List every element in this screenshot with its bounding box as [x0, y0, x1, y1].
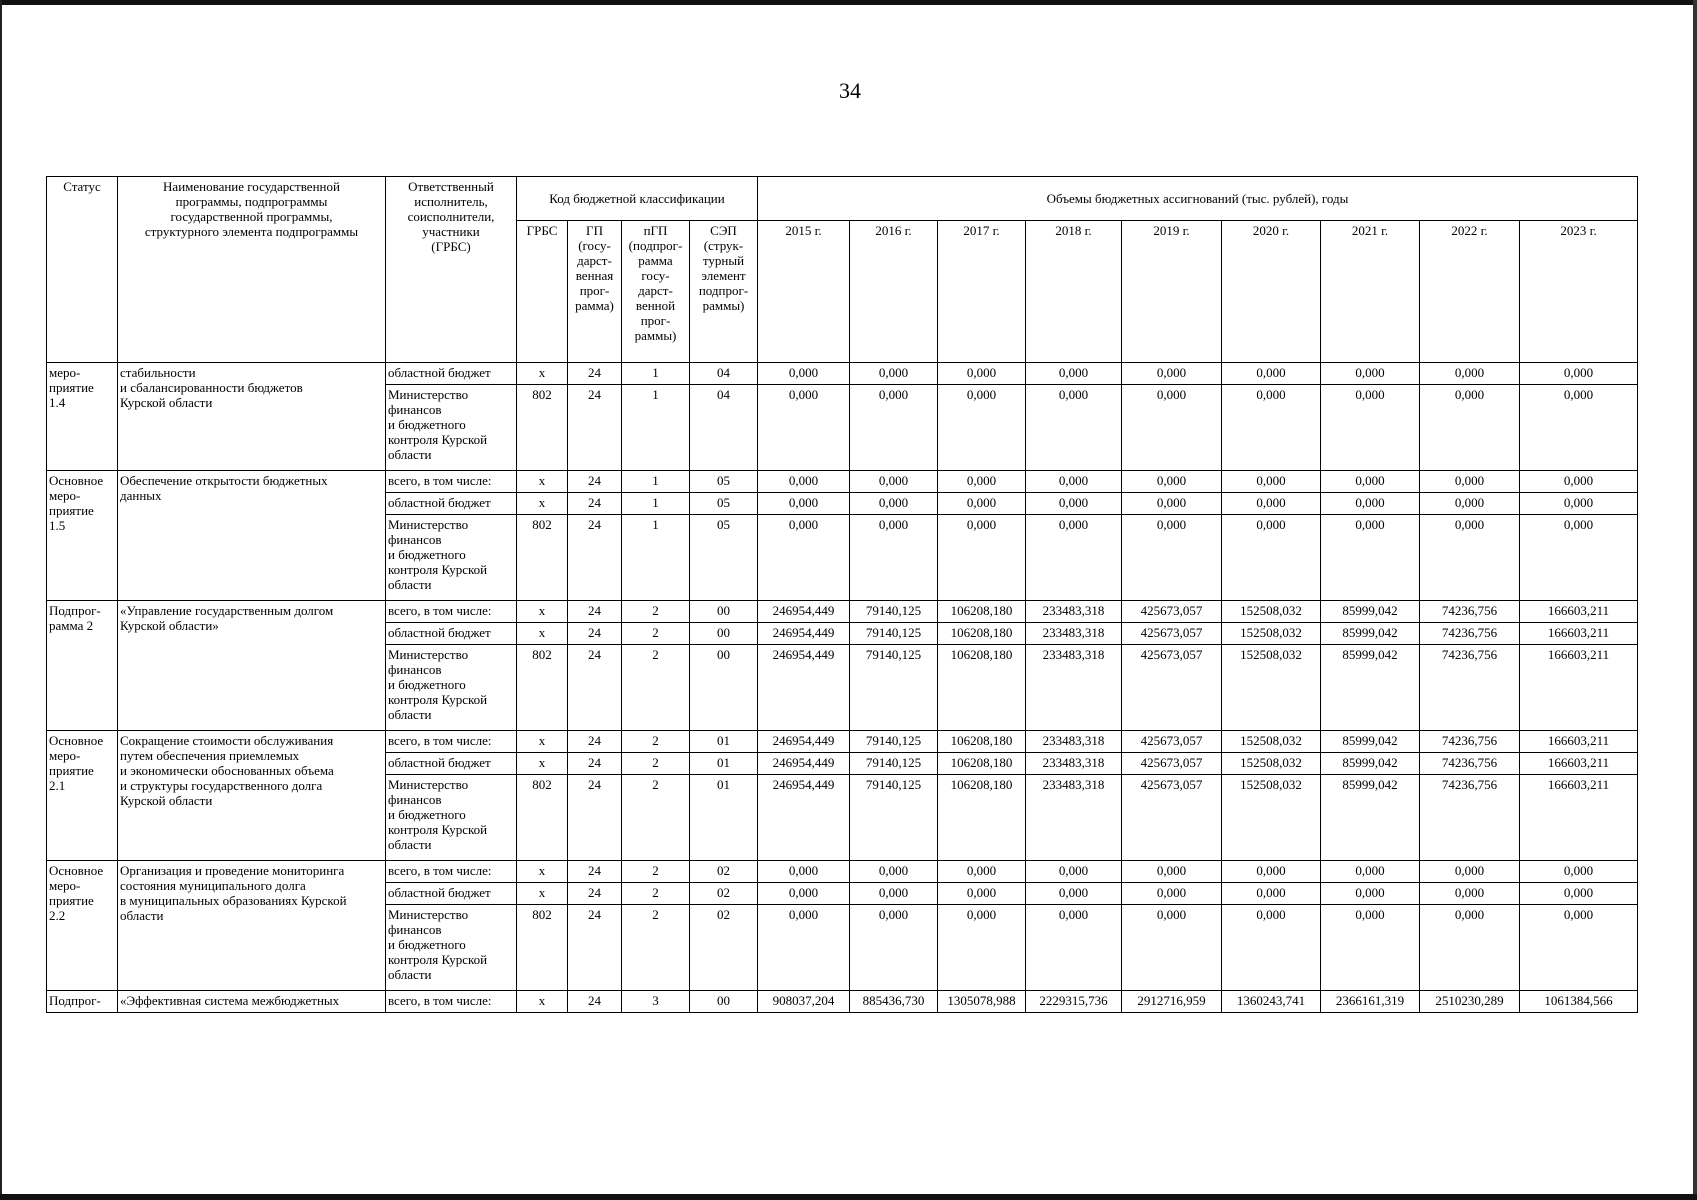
row-pgp: 1 [622, 493, 690, 515]
row-amount: 0,000 [850, 861, 938, 883]
row-amount: 0,000 [938, 363, 1026, 385]
row-grbs: x [517, 493, 568, 515]
row-gp: 24 [568, 515, 622, 601]
row-gp: 24 [568, 623, 622, 645]
row-sep: 00 [690, 601, 758, 623]
scan-right-edge [1693, 0, 1697, 1200]
row-amount: 79140,125 [850, 775, 938, 861]
row-sep: 01 [690, 753, 758, 775]
header-year: 2021 г. [1321, 221, 1420, 363]
row-sep: 02 [690, 861, 758, 883]
row-amount: 0,000 [850, 905, 938, 991]
row-amount: 233483,318 [1026, 623, 1122, 645]
row-program-name: «Управление государственным долгом Курской области» [118, 601, 386, 731]
row-grbs: x [517, 731, 568, 753]
row-pgp: 2 [622, 731, 690, 753]
row-sep: 01 [690, 731, 758, 753]
row-executor: областной бюджет [386, 493, 517, 515]
row-amount: 2366161,319 [1321, 991, 1420, 1013]
row-amount: 106208,180 [938, 753, 1026, 775]
row-amount: 246954,449 [758, 775, 850, 861]
row-grbs: x [517, 861, 568, 883]
row-program-name: Организация и проведение мониторинга состояния муниципального долга в муниципальных образованиях Курской области [118, 861, 386, 991]
row-amount: 0,000 [758, 493, 850, 515]
row-amount: 0,000 [1222, 493, 1321, 515]
row-grbs: 802 [517, 905, 568, 991]
row-pgp: 3 [622, 991, 690, 1013]
row-gp: 24 [568, 385, 622, 471]
row-amount: 2912716,959 [1122, 991, 1222, 1013]
row-executor: Министерство финансов и бюджетного контроля Курской области [386, 775, 517, 861]
row-amount: 425673,057 [1122, 731, 1222, 753]
row-amount: 152508,032 [1222, 623, 1321, 645]
row-amount: 0,000 [1321, 363, 1420, 385]
row-amount: 425673,057 [1122, 601, 1222, 623]
row-amount: 0,000 [1026, 363, 1122, 385]
row-amount: 79140,125 [850, 623, 938, 645]
row-executor: всего, в том числе: [386, 471, 517, 493]
row-gp: 24 [568, 645, 622, 731]
header-year: 2019 г. [1122, 221, 1222, 363]
row-amount: 74236,756 [1420, 645, 1520, 731]
row-amount: 166603,211 [1520, 623, 1638, 645]
row-amount: 0,000 [1222, 905, 1321, 991]
row-amount: 0,000 [1222, 471, 1321, 493]
row-amount: 2510230,289 [1420, 991, 1520, 1013]
row-amount: 166603,211 [1520, 731, 1638, 753]
row-executor: Министерство финансов и бюджетного контроля Курской области [386, 515, 517, 601]
header-status: Статус [47, 177, 118, 363]
header-name: Наименование государственной программы, подпрограммы государственной программы, структурного элемента подпрограммы [118, 177, 386, 363]
row-amount: 0,000 [938, 883, 1026, 905]
row-amount: 74236,756 [1420, 775, 1520, 861]
row-grbs: x [517, 991, 568, 1013]
row-gp: 24 [568, 905, 622, 991]
row-amount: 74236,756 [1420, 753, 1520, 775]
row-amount: 246954,449 [758, 731, 850, 753]
row-gp: 24 [568, 471, 622, 493]
table-row [47, 861, 1638, 883]
scan-top-edge [0, 0, 1697, 5]
row-program-name: «Эффективная система межбюджетных [118, 991, 386, 1013]
scan-left-edge [0, 0, 2, 1200]
table-row [47, 731, 1638, 753]
row-amount: 79140,125 [850, 731, 938, 753]
row-amount: 425673,057 [1122, 645, 1222, 731]
row-program-name: Обеспечение открытости бюджетных данных [118, 471, 386, 601]
table-row [47, 991, 1638, 1013]
row-amount: 85999,042 [1321, 601, 1420, 623]
row-executor: всего, в том числе: [386, 601, 517, 623]
row-amount: 79140,125 [850, 601, 938, 623]
row-sep: 00 [690, 645, 758, 731]
row-amount: 0,000 [1420, 493, 1520, 515]
row-amount: 0,000 [1122, 515, 1222, 601]
row-amount: 74236,756 [1420, 731, 1520, 753]
header-code-group: Код бюджетной классификации [517, 177, 758, 221]
row-amount: 85999,042 [1321, 775, 1420, 861]
row-amount: 0,000 [758, 471, 850, 493]
row-amount: 166603,211 [1520, 645, 1638, 731]
row-pgp: 1 [622, 515, 690, 601]
row-executor: областной бюджет [386, 883, 517, 905]
row-amount: 246954,449 [758, 753, 850, 775]
row-amount: 233483,318 [1026, 731, 1122, 753]
row-amount: 0,000 [1122, 861, 1222, 883]
row-sep: 02 [690, 883, 758, 905]
row-gp: 24 [568, 991, 622, 1013]
row-amount: 0,000 [758, 861, 850, 883]
row-sep: 02 [690, 905, 758, 991]
row-amount: 0,000 [850, 363, 938, 385]
row-sep: 05 [690, 471, 758, 493]
row-amount: 1061384,566 [1520, 991, 1638, 1013]
row-amount: 246954,449 [758, 601, 850, 623]
row-amount: 233483,318 [1026, 775, 1122, 861]
budget-table [46, 176, 1638, 1013]
row-amount: 152508,032 [1222, 645, 1321, 731]
row-amount: 0,000 [1026, 471, 1122, 493]
row-amount: 0,000 [850, 471, 938, 493]
row-amount: 0,000 [758, 385, 850, 471]
page-number: 34 [839, 78, 861, 103]
row-amount: 85999,042 [1321, 731, 1420, 753]
row-amount: 0,000 [1321, 861, 1420, 883]
row-gp: 24 [568, 883, 622, 905]
row-amount: 0,000 [1122, 905, 1222, 991]
row-amount: 0,000 [1420, 861, 1520, 883]
row-grbs: x [517, 883, 568, 905]
row-amount: 0,000 [850, 515, 938, 601]
row-amount: 246954,449 [758, 623, 850, 645]
row-gp: 24 [568, 775, 622, 861]
row-pgp: 2 [622, 883, 690, 905]
row-amount: 0,000 [1026, 883, 1122, 905]
row-amount: 0,000 [1122, 471, 1222, 493]
row-amount: 908037,204 [758, 991, 850, 1013]
row-amount: 0,000 [1122, 883, 1222, 905]
row-amount: 0,000 [758, 883, 850, 905]
row-executor: Министерство финансов и бюджетного контроля Курской области [386, 905, 517, 991]
row-amount: 152508,032 [1222, 601, 1321, 623]
row-amount: 106208,180 [938, 645, 1026, 731]
row-amount: 0,000 [1222, 883, 1321, 905]
row-amount: 0,000 [938, 515, 1026, 601]
row-pgp: 2 [622, 623, 690, 645]
row-grbs: 802 [517, 775, 568, 861]
row-amount: 1305078,988 [938, 991, 1026, 1013]
row-grbs: x [517, 601, 568, 623]
table-row [47, 363, 1638, 385]
row-amount: 0,000 [938, 905, 1026, 991]
row-amount: 0,000 [1026, 493, 1122, 515]
row-amount: 74236,756 [1420, 623, 1520, 645]
row-amount: 0,000 [1420, 905, 1520, 991]
row-amount: 0,000 [1026, 385, 1122, 471]
row-grbs: x [517, 363, 568, 385]
header-year: 2015 г. [758, 221, 850, 363]
row-pgp: 2 [622, 645, 690, 731]
row-amount: 233483,318 [1026, 753, 1122, 775]
row-executor: областной бюджет [386, 363, 517, 385]
header-volume-group: Объемы бюджетных ассигнований (тыс. рублей), годы [758, 177, 1638, 221]
row-program-name: Сокращение стоимости обслуживания путем обеспечения приемлемых и экономически обоснованных объема и структуры государственного долга Курской области [118, 731, 386, 861]
row-amount: 0,000 [1222, 385, 1321, 471]
row-amount: 0,000 [1520, 883, 1638, 905]
row-executor: областной бюджет [386, 623, 517, 645]
row-amount: 0,000 [1520, 861, 1638, 883]
row-amount: 885436,730 [850, 991, 938, 1013]
row-pgp: 2 [622, 775, 690, 861]
row-amount: 166603,211 [1520, 775, 1638, 861]
row-amount: 1360243,741 [1222, 991, 1321, 1013]
row-pgp: 1 [622, 471, 690, 493]
row-sep: 04 [690, 363, 758, 385]
row-amount: 106208,180 [938, 623, 1026, 645]
header-year: 2018 г. [1026, 221, 1122, 363]
table-row [47, 601, 1638, 623]
row-amount: 0,000 [1520, 515, 1638, 601]
row-sep: 04 [690, 385, 758, 471]
row-amount: 166603,211 [1520, 753, 1638, 775]
row-gp: 24 [568, 861, 622, 883]
row-amount: 0,000 [850, 385, 938, 471]
row-grbs: 802 [517, 515, 568, 601]
row-amount: 0,000 [1420, 883, 1520, 905]
row-amount: 0,000 [938, 385, 1026, 471]
table-header [47, 177, 1638, 363]
row-grbs: x [517, 471, 568, 493]
row-gp: 24 [568, 493, 622, 515]
header-pgp: пГП (подпрог- рамма госу- дарст- венной прог- раммы) [622, 221, 690, 363]
row-amount: 425673,057 [1122, 623, 1222, 645]
row-amount: 0,000 [1321, 883, 1420, 905]
row-executor: всего, в том числе: [386, 731, 517, 753]
row-amount: 0,000 [938, 493, 1026, 515]
row-amount: 0,000 [1520, 471, 1638, 493]
row-gp: 24 [568, 363, 622, 385]
row-amount: 0,000 [938, 861, 1026, 883]
row-gp: 24 [568, 601, 622, 623]
row-amount: 233483,318 [1026, 645, 1122, 731]
row-amount: 0,000 [1520, 363, 1638, 385]
row-amount: 0,000 [758, 515, 850, 601]
row-amount: 0,000 [1026, 905, 1122, 991]
row-grbs: x [517, 753, 568, 775]
header-year: 2017 г. [938, 221, 1026, 363]
row-status: меро- приятие 1.4 [47, 363, 118, 471]
row-amount: 0,000 [850, 493, 938, 515]
row-grbs: x [517, 623, 568, 645]
row-amount: 0,000 [850, 883, 938, 905]
header-gp: ГП (госу- дарст- венная прог- рамма) [568, 221, 622, 363]
row-amount: 0,000 [1222, 515, 1321, 601]
row-pgp: 2 [622, 753, 690, 775]
row-amount: 0,000 [938, 471, 1026, 493]
row-amount: 79140,125 [850, 645, 938, 731]
row-amount: 0,000 [1122, 363, 1222, 385]
row-amount: 0,000 [1321, 471, 1420, 493]
row-amount: 152508,032 [1222, 775, 1321, 861]
row-executor: областной бюджет [386, 753, 517, 775]
row-amount: 0,000 [1222, 363, 1321, 385]
row-executor: Министерство финансов и бюджетного контроля Курской области [386, 385, 517, 471]
header-year: 2020 г. [1222, 221, 1321, 363]
row-executor: всего, в том числе: [386, 991, 517, 1013]
row-amount: 85999,042 [1321, 645, 1420, 731]
row-sep: 05 [690, 515, 758, 601]
row-amount: 0,000 [1321, 385, 1420, 471]
header-sep: СЭП (струк- турный элемент подпрог- раммы) [690, 221, 758, 363]
row-amount: 233483,318 [1026, 601, 1122, 623]
row-amount: 85999,042 [1321, 623, 1420, 645]
header-executor: Ответственный исполнитель, соисполнители, участники (ГРБС) [386, 177, 517, 363]
table-body [47, 363, 1638, 1013]
row-sep: 00 [690, 623, 758, 645]
row-sep: 00 [690, 991, 758, 1013]
row-pgp: 2 [622, 861, 690, 883]
row-amount: 0,000 [1321, 905, 1420, 991]
row-amount: 166603,211 [1520, 601, 1638, 623]
row-pgp: 2 [622, 601, 690, 623]
table-row [47, 471, 1638, 493]
row-amount: 0,000 [1520, 493, 1638, 515]
row-amount: 0,000 [758, 363, 850, 385]
row-amount: 74236,756 [1420, 601, 1520, 623]
row-amount: 0,000 [1026, 861, 1122, 883]
row-amount: 152508,032 [1222, 753, 1321, 775]
row-amount: 0,000 [1420, 363, 1520, 385]
row-status: Подпрог- рамма 2 [47, 601, 118, 731]
row-amount: 0,000 [1420, 385, 1520, 471]
row-amount: 0,000 [1321, 515, 1420, 601]
row-amount: 0,000 [758, 905, 850, 991]
row-amount: 0,000 [1420, 515, 1520, 601]
row-amount: 0,000 [1026, 515, 1122, 601]
row-amount: 0,000 [1122, 493, 1222, 515]
header-grbs: ГРБС [517, 221, 568, 363]
row-gp: 24 [568, 753, 622, 775]
row-executor: всего, в том числе: [386, 861, 517, 883]
row-amount: 106208,180 [938, 775, 1026, 861]
row-amount: 0,000 [1321, 493, 1420, 515]
row-executor: Министерство финансов и бюджетного контроля Курской области [386, 645, 517, 731]
row-amount: 0,000 [1420, 471, 1520, 493]
row-amount: 0,000 [1122, 385, 1222, 471]
row-amount: 0,000 [1222, 861, 1321, 883]
row-program-name: стабильности и сбалансированности бюджетов Курской области [118, 363, 386, 471]
row-status: Подпрог- [47, 991, 118, 1013]
row-amount: 0,000 [1520, 385, 1638, 471]
row-pgp: 1 [622, 363, 690, 385]
row-amount: 0,000 [1520, 905, 1638, 991]
row-amount: 425673,057 [1122, 753, 1222, 775]
row-grbs: 802 [517, 385, 568, 471]
header-year: 2023 г. [1520, 221, 1638, 363]
row-pgp: 2 [622, 905, 690, 991]
row-amount: 85999,042 [1321, 753, 1420, 775]
row-sep: 01 [690, 775, 758, 861]
header-year: 2022 г. [1420, 221, 1520, 363]
row-status: Основное меро- приятие 2.1 [47, 731, 118, 861]
row-amount: 106208,180 [938, 601, 1026, 623]
row-status: Основное меро- приятие 2.2 [47, 861, 118, 991]
scan-bottom-edge [0, 1194, 1697, 1200]
row-amount: 106208,180 [938, 731, 1026, 753]
row-grbs: 802 [517, 645, 568, 731]
row-amount: 79140,125 [850, 753, 938, 775]
row-amount: 152508,032 [1222, 731, 1321, 753]
row-sep: 05 [690, 493, 758, 515]
row-status: Основное меро- приятие 1.5 [47, 471, 118, 601]
row-amount: 246954,449 [758, 645, 850, 731]
row-amount: 2229315,736 [1026, 991, 1122, 1013]
row-gp: 24 [568, 731, 622, 753]
row-amount: 425673,057 [1122, 775, 1222, 861]
header-year: 2016 г. [850, 221, 938, 363]
row-pgp: 1 [622, 385, 690, 471]
